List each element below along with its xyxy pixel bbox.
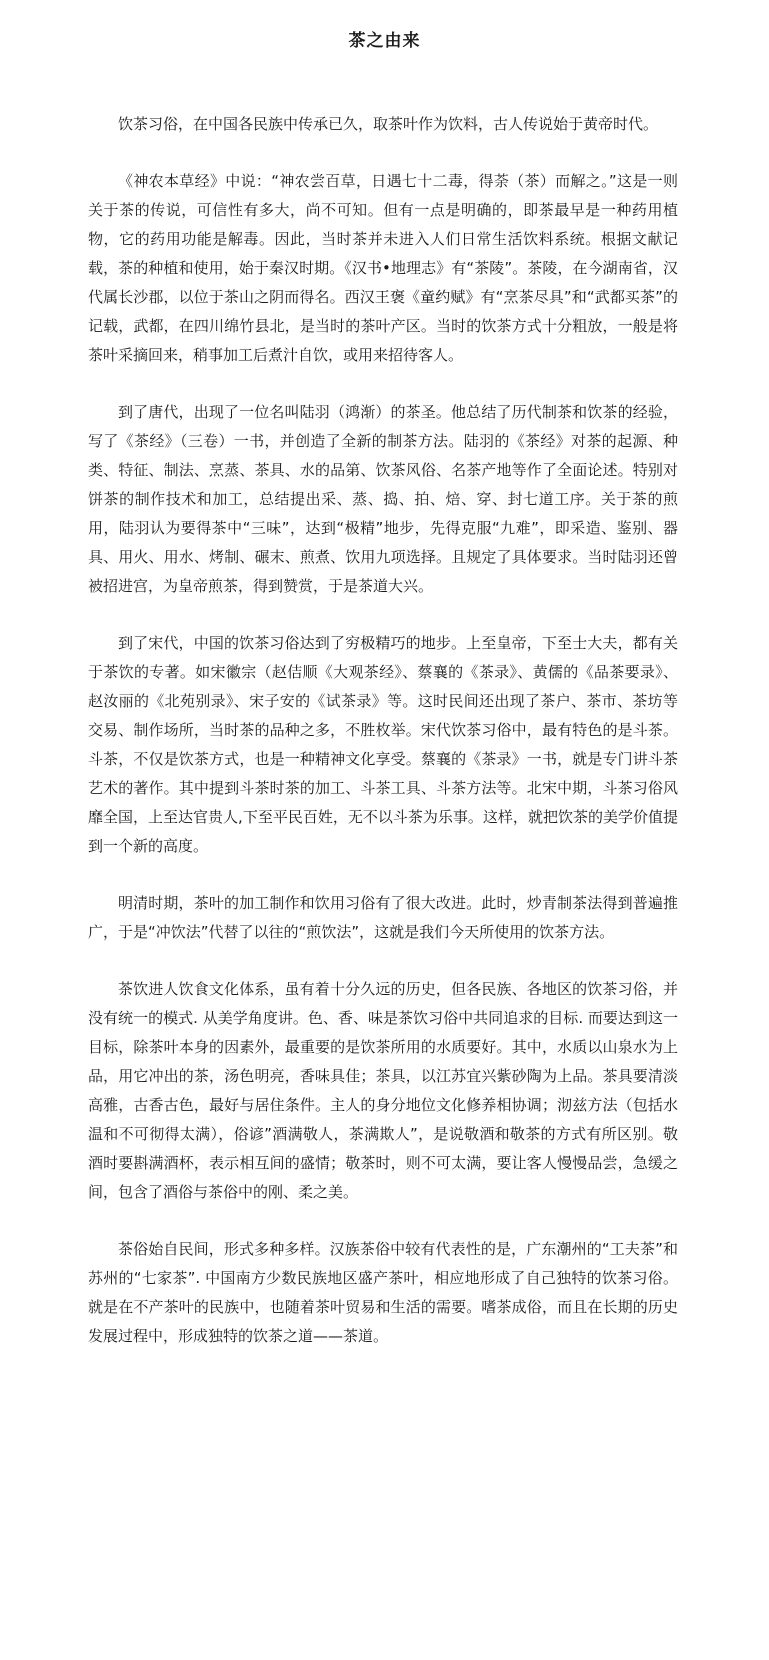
document-body: [88, 110, 678, 1379]
paragraph-tang-dynasty: 到了唐代，出现了一位名叫陆羽（鸿渐）的茶圣。他总结了历代制茶和饮茶的经验，写了《茶经》（三卷）一书，并创造了全新的制茶方法。陆羽的《茶经》对茶的起源、种类、特征、制法、烹蒸、茶具、水的品第、饮茶风俗、名茶产地等作了全面论述。特别对饼茶的制作技术和加工，总结提出采、蒸、捣、拍、焙、穿、封七道工序。关于茶的煎用，陆羽认为要得茶中“三味”，达到“极精”地步，先得克服“九难”，即采造、鉴别、器具、用火、用水、烤制、碾末、煎煮、饮用九项选择。且规定了具体要求。当时陆羽还曾被招进宫，为皇帝煎茶，得到赞赏，于是茶道大兴。: [88, 403, 678, 595]
paragraph-tea-culture: 茶饮进人饮食文化体系，虽有着十分久远的历史，但各民族、各地区的饮茶习俗，并没有统一的模式. 从美学角度讲。色、香、味是茶饮习俗中共同追求的目标. 而要达到这一目标，除茶叶本身的因素外，最重要的是饮茶所用的水质要好。其中，水质以山泉水为上品，用它冲出的茶，汤色明亮，香味具佳；茶具，以江苏宜兴紫砂陶为上品。茶具要清淡高雅，古香古色，最好与居住条件。主人的身分地位文化修养相协调；沏兹方法（包括水温和不可彻得太满），俗谚”酒满敬人，茶满欺人”，是说敬酒和敬茶的方式有所区别。敬酒时要斟满酒杯，表示相互间的盛情；敬茶时，则不可太满，要让客人慢慢品尝，急缓之间，包含了酒俗与茶俗中的刚、柔之美。: [88, 980, 678, 1201]
paragraph-origin: 饮茶习俗，在中国各民族中传承已久，取茶叶作为饮料，古人传说始于黄帝时代。: [118, 115, 659, 133]
paragraph-song-dynasty: 到了宋代，中国的饮茶习俗达到了穷极精巧的地步。上至皇帝，下至士大夫，都有关于茶饮的专著。如宋徽宗（赵佶顺《大观茶经》、蔡襄的《茶录》、黄儒的《品茶要录》、赵汝丽的《北苑别录》、宋子安的《试茶录》等。这时民间还出现了茶户、茶市、茶坊等交易、制作场所，当时茶的品种之多，不胜枚举。宋代饮茶习俗中，最有特色的是斗茶。斗茶，不仅是饮茶方式，也是一种精神文化享受。蔡襄的《茶录》一书，就是专门讲斗茶艺术的著作。其中提到斗茶时茶的加工、斗茶工具、斗茶方法等。北宋中期，斗茶习俗风靡全国，上至达官贵人,下至平民百姓，无不以斗茶为乐事。这样，就把饮茶的美学价值提到一个新的高度。: [88, 634, 678, 855]
paragraph-shennong: 《神农本草经》中说：“神农尝百草，日遇七十二毒，得荼（茶）而解之。”这是一则关于茶的传说，可信性有多大，尚不可知。但有一点是明确的，即茶最早是一种药用植物，它的药用功能是解毒。因此，当时茶并未进入人们日常生活饮料系统。根据文献记载，茶的种植和使用，始于秦汉时期。《汉书•地理志》有“茶陵”。茶陵，在今湖南省，汉代属长沙郡，以位于茶山之阴而得名。西汉王褒《童约赋》有“烹茶尽具”和“武都买茶”的记载，武都，在四川绵竹县北，是当时的茶叶产区。当时的饮茶方式十分粗放，一般是将茶叶采摘回来，稍事加工后煮汁自饮，或用来招待客人。: [88, 172, 678, 364]
paragraph-ming-qing: 明清时期，茶叶的加工制作和饮用习俗有了很大改进。此时，炒青制茶法得到普遍推广，于是“冲饮法”代替了以往的“煎饮法”，这就是我们今天所使用的饮茶方法。: [88, 894, 678, 941]
document-title: 茶之由来: [348, 31, 421, 51]
paragraph-folk-customs: 茶俗始自民间，形式多种多样。汉族茶俗中较有代表性的是，广东潮州的“工夫茶”和苏州的“七家茶”. 中国南方少数民族地区盛产茶叶，相应地形成了自己独特的饮茶习俗。就是在不产茶叶的民族中，也随着茶叶贸易和生活的需要。嗜茶成俗，而且在长期的历史发展过程中，形成独特的饮茶之道——茶道。: [88, 1240, 678, 1345]
